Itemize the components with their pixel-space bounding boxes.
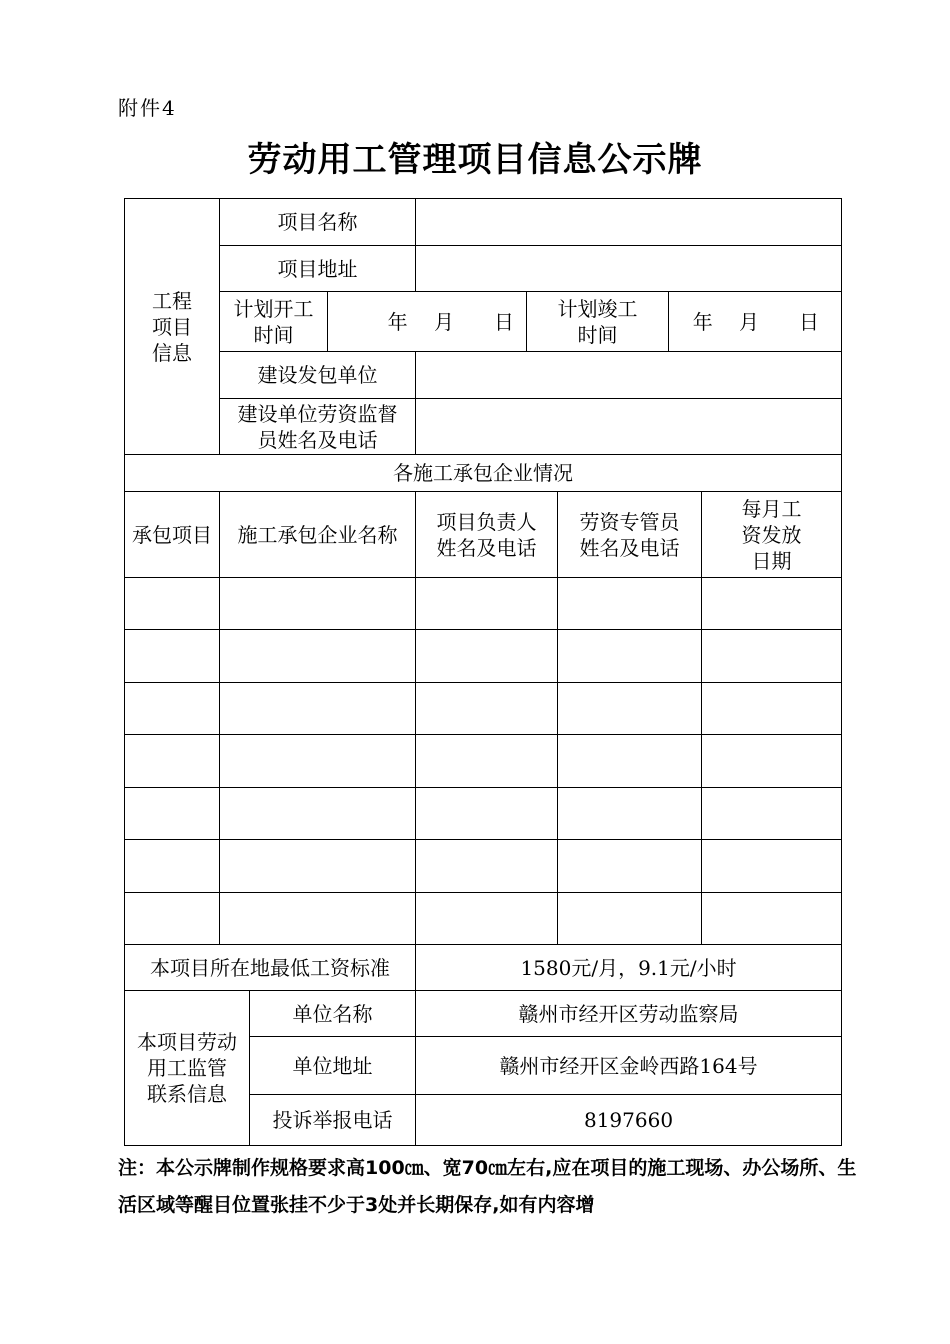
table-cell	[702, 788, 842, 840]
supervisor-row	[125, 399, 842, 455]
table-cell	[702, 630, 842, 683]
contractors-header-row	[125, 492, 842, 578]
table-cell	[702, 683, 842, 735]
client-label: 建设发包单位	[220, 352, 416, 399]
table-cell	[702, 840, 842, 893]
table-cell	[558, 578, 702, 630]
project-name-row	[125, 199, 842, 246]
unit-name-row	[125, 991, 842, 1037]
project-address-label: 项目地址	[220, 246, 416, 292]
supervisor-value	[416, 399, 842, 455]
table-cell	[558, 788, 702, 840]
column-header: 项目负责人 姓名及电话	[416, 492, 558, 578]
table-row	[125, 893, 842, 945]
table-cell	[702, 893, 842, 945]
table-cell	[125, 735, 220, 788]
table-cell	[558, 683, 702, 735]
table-cell	[220, 893, 416, 945]
supervisor-label: 建设单位劳资监督 员姓名及电话	[220, 399, 416, 455]
table-cell	[125, 578, 220, 630]
table-cell	[558, 840, 702, 893]
table-cell	[702, 735, 842, 788]
table-cell	[220, 683, 416, 735]
table-cell	[558, 630, 702, 683]
contractors-heading-row	[125, 455, 842, 492]
table-cell	[558, 735, 702, 788]
planned-end-label: 计划竣工 时间	[527, 292, 669, 352]
table-cell	[416, 840, 558, 893]
client-row	[125, 352, 842, 399]
table-row	[125, 788, 842, 840]
table-cell	[416, 683, 558, 735]
contractors-heading: 各施工承包企业情况	[125, 455, 842, 492]
supervision-section-label: 本项目劳动 用工监管 联系信息	[125, 991, 250, 1146]
table-row	[125, 683, 842, 735]
table-cell	[220, 788, 416, 840]
project-name-value	[416, 199, 842, 246]
table-row	[125, 840, 842, 893]
table-cell	[416, 735, 558, 788]
table-row	[125, 735, 842, 788]
table-cell	[220, 578, 416, 630]
unit-name-value: 赣州市经开区劳动监察局	[416, 991, 842, 1037]
page-title: 劳动用工管理项目信息公示牌	[247, 140, 703, 180]
hotline-label: 投诉举报电话	[250, 1095, 416, 1146]
planned-end-value: 年 月 日	[669, 292, 842, 352]
schedule-row	[125, 292, 842, 352]
table-cell	[416, 630, 558, 683]
table-cell	[220, 840, 416, 893]
table-cell	[125, 683, 220, 735]
unit-address-value: 赣州市经开区金岭西路164号	[416, 1037, 842, 1095]
column-header: 承包项目	[125, 492, 220, 578]
table-cell	[125, 840, 220, 893]
min-wage-value: 1580元/月，9.1元/小时	[416, 945, 842, 991]
planned-start-label: 计划开工 时间	[220, 292, 328, 352]
table-cell	[125, 893, 220, 945]
table-row	[125, 578, 842, 630]
column-header: 每月工 资发放 日期	[702, 492, 842, 578]
table-row	[125, 630, 842, 683]
table-cell	[416, 578, 558, 630]
annex-label: 附件4	[118, 96, 177, 120]
planned-start-value: 年 月 日	[328, 292, 527, 352]
min-wage-row	[125, 945, 842, 991]
notice-board-table	[124, 198, 842, 1146]
table-cell	[125, 788, 220, 840]
table-cell	[125, 630, 220, 683]
min-wage-label: 本项目所在地最低工资标准	[125, 945, 416, 991]
table-cell	[702, 578, 842, 630]
project-address-value	[416, 246, 842, 292]
table-cell	[220, 630, 416, 683]
unit-name-label: 单位名称	[250, 991, 416, 1037]
table-cell	[220, 735, 416, 788]
project-address-row	[125, 246, 842, 292]
table-cell	[558, 893, 702, 945]
table-cell	[416, 893, 558, 945]
column-header: 劳资专管员 姓名及电话	[558, 492, 702, 578]
unit-address-label: 单位地址	[250, 1037, 416, 1095]
project-name-label: 项目名称	[220, 199, 416, 246]
column-header: 施工承包企业名称	[220, 492, 416, 578]
client-value	[416, 352, 842, 399]
project-info-section-label: 工程 项目 信息	[125, 199, 220, 455]
hotline-value: 8197660	[416, 1095, 842, 1146]
footnote: 注：本公示牌制作规格要求高100㎝、宽70㎝左右,应在项目的施工现场、办公场所、生活区域等醒目位置张挂不少于3处并长期保存,如有内容增	[118, 1157, 857, 1216]
table-cell	[416, 788, 558, 840]
